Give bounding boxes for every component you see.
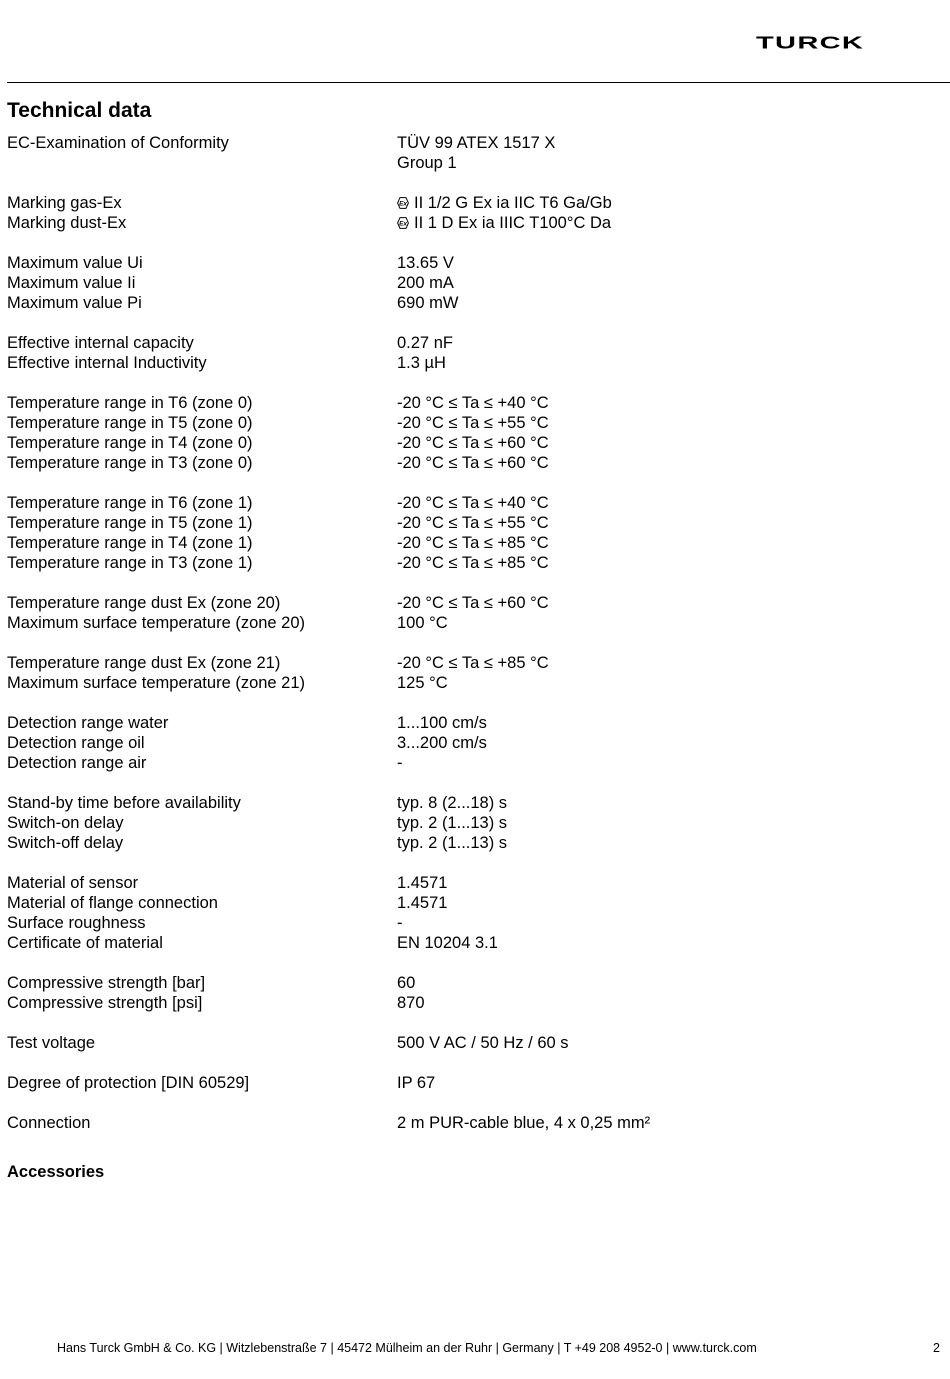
spec-value: 200 mA <box>397 274 454 292</box>
spec-value: 100 °C <box>397 614 448 632</box>
spec-values <box>397 593 907 613</box>
spec-value-line <box>397 593 907 613</box>
spec-row <box>7 513 907 533</box>
spec-row <box>7 913 907 933</box>
spec-values <box>397 653 907 673</box>
spec-label: Material of sensor <box>7 874 139 892</box>
spec-value-line <box>397 493 907 513</box>
spec-group <box>7 493 907 573</box>
spec-value: -20 °C ≤ Ta ≤ +85 °C <box>397 534 549 552</box>
spec-value-line <box>397 713 907 733</box>
spec-label: Certificate of material <box>7 934 163 952</box>
spec-value-line <box>397 273 907 293</box>
spec-value: 1...100 cm/s <box>397 714 487 732</box>
spec-row <box>7 193 907 213</box>
spec-value-line <box>397 673 907 693</box>
spec-label: Detection range water <box>7 714 169 732</box>
spec-value: -20 °C ≤ Ta ≤ +60 °C <box>397 434 549 452</box>
spec-label: Degree of protection [DIN 60529] <box>7 1074 250 1092</box>
spec-group <box>7 1073 907 1093</box>
ex-mark-icon <box>397 214 409 226</box>
spec-value-line <box>397 193 907 213</box>
spec-value-line <box>397 1113 907 1133</box>
spec-row <box>7 1073 907 1093</box>
spec-value-line <box>397 813 907 833</box>
technical-data-table <box>7 133 907 1153</box>
spec-row <box>7 873 907 893</box>
svg-text:Ex: Ex <box>399 200 407 208</box>
spec-label: Effective internal Inductivity <box>7 354 207 372</box>
spec-label: Maximum value Ui <box>7 254 143 272</box>
spec-values <box>397 813 907 833</box>
spec-row <box>7 133 907 173</box>
spec-value: 2 m PUR-cable blue, 4 x 0,25 mm² <box>397 1114 651 1132</box>
spec-values <box>397 673 907 693</box>
svg-text:Ex: Ex <box>399 220 407 228</box>
spec-values <box>397 353 907 373</box>
spec-values <box>397 613 907 633</box>
spec-values <box>397 933 907 953</box>
spec-row <box>7 213 907 233</box>
spec-value-line <box>397 333 907 353</box>
spec-value: II 1 D Ex ia IIIC T100°C Da <box>414 214 612 232</box>
spec-label: Material of flange connection <box>7 894 218 912</box>
spec-value: 1.4571 <box>397 874 448 892</box>
spec-group <box>7 133 907 173</box>
spec-row <box>7 713 907 733</box>
turck-logo: TURCK <box>756 32 865 53</box>
spec-value-line <box>397 393 907 413</box>
spec-value: 0.27 nF <box>397 334 453 352</box>
spec-values <box>397 973 907 993</box>
spec-value: TÜV 99 ATEX 1517 X <box>397 134 556 152</box>
spec-value: -20 °C ≤ Ta ≤ +60 °C <box>397 454 549 472</box>
spec-row <box>7 533 907 553</box>
spec-group <box>7 973 907 1013</box>
spec-value-line <box>397 613 907 633</box>
spec-values <box>397 213 907 233</box>
spec-values <box>397 753 907 773</box>
spec-value-line <box>397 433 907 453</box>
spec-row <box>7 433 907 453</box>
spec-value: 60 <box>397 974 416 992</box>
spec-label: Temperature range dust Ex (zone 20) <box>7 594 281 612</box>
spec-label: Temperature range in T4 (zone 0) <box>7 434 253 452</box>
spec-value-line <box>397 873 907 893</box>
spec-row <box>7 293 907 313</box>
spec-label: Test voltage <box>7 1034 96 1052</box>
spec-label: Surface roughness <box>7 914 146 932</box>
spec-row <box>7 793 907 813</box>
spec-row <box>7 813 907 833</box>
spec-values <box>397 793 907 813</box>
spec-row <box>7 993 907 1013</box>
spec-label: Temperature range dust Ex (zone 21) <box>7 654 281 672</box>
spec-value: Group 1 <box>397 154 457 172</box>
spec-label: Temperature range in T6 (zone 0) <box>7 394 253 412</box>
spec-row <box>7 733 907 753</box>
spec-group <box>7 1113 907 1133</box>
spec-group <box>7 193 907 233</box>
spec-row <box>7 333 907 353</box>
spec-value-line <box>397 453 907 473</box>
spec-value-line <box>397 553 907 573</box>
spec-values <box>397 913 907 933</box>
spec-row <box>7 973 907 993</box>
spec-values <box>397 493 907 513</box>
spec-value-line <box>397 1073 907 1093</box>
spec-group <box>7 593 907 633</box>
spec-row <box>7 673 907 693</box>
spec-values <box>397 333 907 353</box>
spec-row <box>7 273 907 293</box>
spec-value: EN 10204 3.1 <box>397 934 498 952</box>
spec-values <box>397 273 907 293</box>
spec-label: Maximum value Pi <box>7 294 142 312</box>
footer-address: Hans Turck GmbH & Co. KG | Witzlebenstraße 7 | 45472 Mülheim an der Ruhr | Germany | T +49 208 4952-0 | www.turck.com <box>57 1341 757 1355</box>
spec-value: 3...200 cm/s <box>397 734 487 752</box>
spec-label: Temperature range in T3 (zone 0) <box>7 454 253 472</box>
spec-value-line <box>397 973 907 993</box>
spec-label: Temperature range in T3 (zone 1) <box>7 554 253 572</box>
spec-label: Temperature range in T5 (zone 0) <box>7 414 253 432</box>
spec-value-line <box>397 993 907 1013</box>
spec-value: -20 °C ≤ Ta ≤ +55 °C <box>397 414 549 432</box>
spec-values <box>397 833 907 853</box>
spec-value: - <box>397 914 403 932</box>
spec-label: Temperature range in T6 (zone 1) <box>7 494 253 512</box>
spec-value-line <box>397 1033 907 1053</box>
spec-values <box>397 553 907 573</box>
spec-value: II 1/2 G Ex ia IIC T6 Ga/Gb <box>414 194 612 212</box>
spec-label: Switch-off delay <box>7 834 124 852</box>
spec-value-line <box>397 913 907 933</box>
spec-row <box>7 493 907 513</box>
spec-values <box>397 393 907 413</box>
spec-value-line <box>397 893 907 913</box>
spec-row <box>7 413 907 433</box>
spec-values <box>397 433 907 453</box>
spec-value: 1.3 µH <box>397 354 446 372</box>
spec-group <box>7 793 907 853</box>
spec-values <box>397 293 907 313</box>
spec-group <box>7 253 907 313</box>
spec-label: Marking dust-Ex <box>7 214 127 232</box>
spec-values <box>397 533 907 553</box>
spec-row <box>7 253 907 273</box>
spec-label: Detection range air <box>7 754 147 772</box>
spec-group <box>7 873 907 953</box>
spec-value: 500 V AC / 50 Hz / 60 s <box>397 1034 569 1052</box>
spec-value-line <box>397 933 907 953</box>
spec-group <box>7 1033 907 1053</box>
spec-value: -20 °C ≤ Ta ≤ +85 °C <box>397 554 549 572</box>
spec-label: Switch-on delay <box>7 814 124 832</box>
header-divider <box>7 82 950 83</box>
section-title: Technical data <box>7 99 152 122</box>
spec-values <box>397 893 907 913</box>
spec-label: Marking gas-Ex <box>7 194 122 212</box>
spec-row <box>7 653 907 673</box>
spec-label: Maximum value Ii <box>7 274 136 292</box>
spec-group <box>7 653 907 693</box>
spec-value-line <box>397 213 907 233</box>
spec-value: typ. 2 (1...13) s <box>397 814 508 832</box>
spec-row <box>7 833 907 853</box>
spec-values <box>397 1113 907 1133</box>
spec-label: Maximum surface temperature (zone 20) <box>7 614 306 632</box>
spec-row <box>7 593 907 613</box>
spec-label: Detection range oil <box>7 734 145 752</box>
spec-values <box>397 253 907 273</box>
spec-label: Temperature range in T5 (zone 1) <box>7 514 253 532</box>
spec-values <box>397 713 907 733</box>
spec-values <box>397 453 907 473</box>
spec-values <box>397 133 907 173</box>
spec-values <box>397 1073 907 1093</box>
page-number: 2 <box>933 1341 940 1355</box>
spec-value: typ. 2 (1...13) s <box>397 834 508 852</box>
spec-label: Maximum surface temperature (zone 21) <box>7 674 306 692</box>
spec-label: Temperature range in T4 (zone 1) <box>7 534 253 552</box>
spec-row <box>7 553 907 573</box>
spec-value: 690 mW <box>397 294 459 312</box>
spec-value: -20 °C ≤ Ta ≤ +40 °C <box>397 494 549 512</box>
spec-value-line <box>397 793 907 813</box>
spec-value: IP 67 <box>397 1074 436 1092</box>
spec-group <box>7 333 907 373</box>
spec-row <box>7 1113 907 1133</box>
spec-value-line <box>397 753 907 773</box>
spec-value-line <box>397 733 907 753</box>
spec-group <box>7 713 907 773</box>
spec-value: 125 °C <box>397 674 448 692</box>
spec-value-line <box>397 653 907 673</box>
spec-values <box>397 413 907 433</box>
accessories-heading: Accessories <box>7 1163 105 1181</box>
spec-value-line <box>397 833 907 853</box>
spec-value-line <box>397 253 907 273</box>
spec-value: - <box>397 754 403 772</box>
spec-row <box>7 393 907 413</box>
spec-group <box>7 393 907 473</box>
spec-values <box>397 993 907 1013</box>
spec-values <box>397 873 907 893</box>
spec-value-line <box>397 513 907 533</box>
spec-values <box>397 733 907 753</box>
spec-row <box>7 893 907 913</box>
spec-row <box>7 753 907 773</box>
spec-value-line <box>397 153 907 173</box>
spec-value: 1.4571 <box>397 894 448 912</box>
spec-value: -20 °C ≤ Ta ≤ +40 °C <box>397 394 549 412</box>
spec-value-line <box>397 293 907 313</box>
spec-value-line <box>397 353 907 373</box>
spec-label: Connection <box>7 1114 91 1132</box>
spec-row <box>7 353 907 373</box>
spec-value-line <box>397 533 907 553</box>
spec-label: Compressive strength [bar] <box>7 974 206 992</box>
spec-values <box>397 193 907 213</box>
spec-value-line <box>397 413 907 433</box>
spec-label: EC-Examination of Conformity <box>7 134 229 152</box>
spec-row <box>7 933 907 953</box>
spec-label: Effective internal capacity <box>7 334 194 352</box>
spec-row <box>7 1033 907 1053</box>
spec-value: 13.65 V <box>397 254 454 272</box>
spec-row <box>7 613 907 633</box>
spec-label: Stand-by time before availability <box>7 794 241 812</box>
spec-value: -20 °C ≤ Ta ≤ +55 °C <box>397 514 549 532</box>
spec-value: 870 <box>397 994 425 1012</box>
spec-values <box>397 513 907 533</box>
spec-value-line <box>397 133 907 153</box>
spec-value: -20 °C ≤ Ta ≤ +60 °C <box>397 594 549 612</box>
spec-value: typ. 8 (2...18) s <box>397 794 508 812</box>
spec-row <box>7 453 907 473</box>
spec-label: Compressive strength [psi] <box>7 994 203 1012</box>
spec-values <box>397 1033 907 1053</box>
ex-mark-icon <box>397 194 409 206</box>
spec-value: -20 °C ≤ Ta ≤ +85 °C <box>397 654 549 672</box>
